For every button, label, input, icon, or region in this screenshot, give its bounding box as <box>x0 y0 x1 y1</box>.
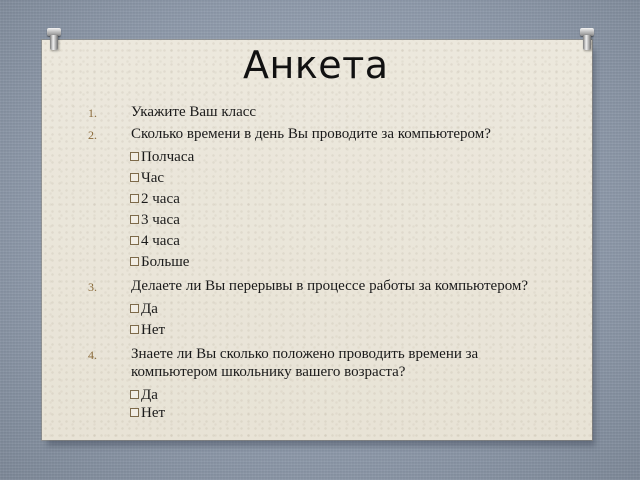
question-number: 4. <box>88 348 97 362</box>
checkbox-square-icon <box>130 325 139 334</box>
pushpin-icon <box>580 28 594 50</box>
answer-option[interactable]: 2 часа <box>108 189 578 210</box>
answer-option[interactable]: 4 часа <box>108 231 578 252</box>
question-3 <box>88 277 578 295</box>
checkbox-square-icon <box>130 390 139 399</box>
question-text-line-1: Знаете ли Вы сколько положено проводить времени за <box>131 346 479 362</box>
answer-list <box>108 299 578 341</box>
checkbox-square-icon <box>130 194 139 203</box>
answer-option[interactable]: 3 часа <box>108 210 578 231</box>
pushpin-icon <box>47 28 61 50</box>
slide-title: Анкета <box>243 43 389 87</box>
checkbox-square-icon <box>130 152 139 161</box>
question-number: 3. <box>88 280 97 294</box>
answer-list <box>108 386 578 422</box>
question-text: Укажите Ваш класс <box>131 104 257 120</box>
answer-option[interactable]: Полчаса <box>108 147 578 168</box>
answer-list <box>108 147 578 273</box>
answer-option[interactable]: Час <box>108 168 578 189</box>
question-text: Делаете ли Вы перерывы в процессе работы за компьютером? <box>131 278 529 294</box>
question-2 <box>88 125 578 143</box>
checkbox-square-icon <box>130 173 139 182</box>
question-text: Сколько времени в день Вы проводите за компьютером? <box>131 126 491 142</box>
question-number: 1. <box>88 106 97 120</box>
questionnaire <box>88 103 578 422</box>
answer-option[interactable]: Да <box>108 299 578 320</box>
checkbox-square-icon <box>130 215 139 224</box>
question-number: 2. <box>88 128 97 142</box>
answer-option[interactable]: Нет <box>108 320 578 341</box>
answer-option[interactable]: Больше <box>108 252 578 273</box>
checkbox-square-icon <box>130 257 139 266</box>
checkbox-square-icon <box>130 304 139 313</box>
question-4 <box>88 345 578 381</box>
answer-option[interactable]: Нет <box>108 404 578 422</box>
answer-option[interactable]: Да <box>108 386 578 404</box>
question-text-line-2: компьютером школьнику вашего возраста? <box>131 364 406 380</box>
question-1 <box>88 103 578 121</box>
checkbox-square-icon <box>130 408 139 417</box>
checkbox-square-icon <box>130 236 139 245</box>
